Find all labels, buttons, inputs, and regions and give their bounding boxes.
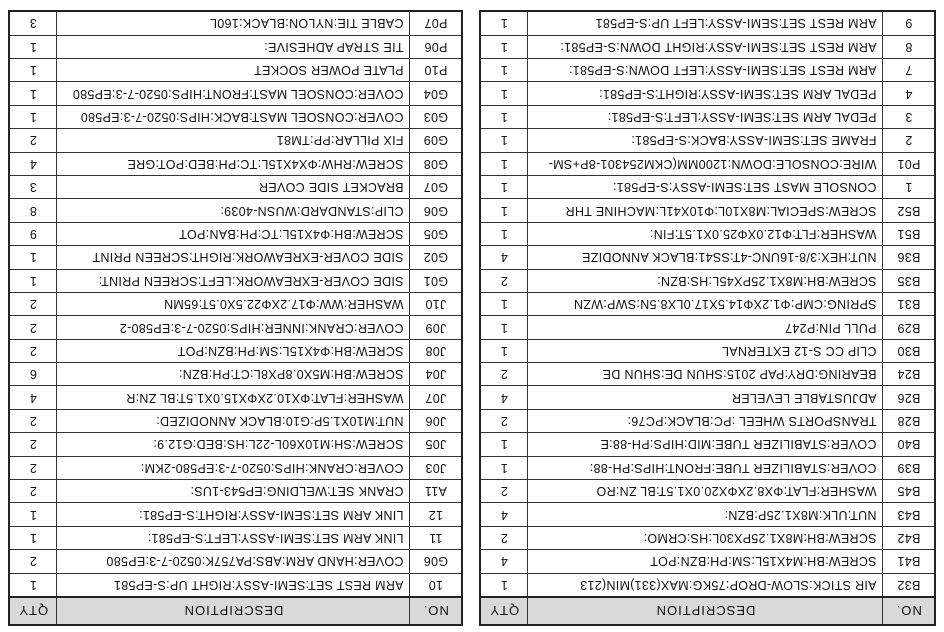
part-qty-cell: 2 [9,480,57,503]
part-qty-cell: 2 [9,409,57,432]
part-number-cell: B29 [883,316,935,339]
table-header-row [9,597,462,625]
part-number-cell: B32 [883,573,935,597]
table-row [480,526,935,549]
part-qty-cell: 1 [480,316,528,339]
table-row [9,11,462,35]
part-description-cell: SIDE COVER-EXREAWORK:LEFT:SCREEN PRINT: [57,269,410,292]
part-number-cell: B31 [883,292,935,315]
table-row [480,433,935,456]
part-qty-cell: 1 [9,246,57,269]
part-qty-cell: 1 [480,11,528,35]
header-qty: QTY [9,597,57,625]
part-qty-cell: 2 [9,433,57,456]
part-qty-cell: 4 [480,386,528,409]
table-row [480,363,935,386]
part-number-cell: 3 [883,105,935,128]
part-description-cell: CLIP:STANDARD:WUSN-4039: [57,199,410,222]
part-description-cell: SCREW:BH:M8X1.25PX30L:HS:CRMO: [528,526,883,549]
part-number-cell: J05 [410,433,462,456]
table-row [480,152,935,175]
parts-table-right-body [9,11,462,597]
part-number-cell: B26 [883,386,935,409]
part-number-cell: B43 [883,503,935,526]
part-qty-cell: 2 [9,456,57,479]
part-description-cell: WASHER:FLT:Φ12.0XΦ25.0X1.5T:FIN: [528,222,883,245]
part-description-cell: BRACKET SIDE COVER [57,175,410,198]
part-number-cell: 10 [410,573,462,597]
part-number-cell: B45 [883,480,935,503]
part-qty-cell: 4 [9,386,57,409]
table-row [480,269,935,292]
part-number-cell: 9 [883,11,935,35]
part-number-cell: 1 [883,175,935,198]
part-qty-cell: 1 [480,199,528,222]
table-row [9,199,462,222]
table-row [9,152,462,175]
part-description-cell: PULL PIN:P247 [528,316,883,339]
part-qty-cell: 1 [9,82,57,105]
part-number-cell: G01 [410,269,462,292]
part-description-cell: TIE STRAP ADHESIVE: [57,35,410,58]
part-description-cell: NUT:M10X1.5P:G10:BLACK ANNODIZED: [57,409,410,432]
part-qty-cell: 8 [9,199,57,222]
part-qty-cell: 3 [9,11,57,35]
part-number-cell: G03 [410,105,462,128]
part-qty-cell: 2 [480,363,528,386]
part-qty-cell: 2 [480,409,528,432]
part-qty-cell: 1 [480,456,528,479]
part-number-cell: G06 [410,199,462,222]
part-qty-cell: 3 [9,175,57,198]
part-description-cell: ARM REST SET:SEMI-ASSY:LEFT UP:S-EP581 [528,11,883,35]
table-row [480,129,935,152]
header-description: DESCRIPTION [57,597,410,625]
part-description-cell: PEDAL ARM SET:SEMI-ASSY:RIGHT:S-EP581: [528,82,883,105]
part-qty-cell: 4 [480,503,528,526]
part-description-cell: NUT:ULK:M8X1.25P:BZN: [528,503,883,526]
part-description-cell: WIRE:CONSOLE:DOWN:1200MM(CKM254301-8P+SM- [528,152,883,175]
table-row [9,246,462,269]
part-number-cell: B40 [883,433,935,456]
part-number-cell: B30 [883,339,935,362]
part-number-cell: P07 [410,11,462,35]
table-header-row [480,597,935,625]
part-qty-cell: 1 [480,175,528,198]
part-number-cell: G08 [410,152,462,175]
part-description-cell: TRANSPORTS WHEEL :PC:BLACK:PC76: [528,409,883,432]
part-qty-cell: 1 [480,82,528,105]
part-number-cell: J04 [410,363,462,386]
table-row [480,199,935,222]
part-number-cell: 2 [883,129,935,152]
table-row [480,222,935,245]
part-description-cell: ADJUSTABLE LEVELER [528,386,883,409]
part-qty-cell: 2 [9,339,57,362]
table-row [480,573,935,597]
part-description-cell: ARM REST SET:SEMI-ASSY:LEFT DOWN:S-EP581: [528,59,883,82]
table-row [9,339,462,362]
part-number-cell: B51 [883,222,935,245]
part-qty-cell: 1 [9,503,57,526]
table-row [9,503,462,526]
part-description-cell: COVER:CRANK:HIPS:0520-7-3:EP580-2KM: [57,456,410,479]
part-description-cell: CRANK SET:WELDING:EP543-1US: [57,480,410,503]
part-qty-cell: 1 [480,433,528,456]
part-description-cell: ARM REST SET:SEMI-ASSY:RIGHT DOWN:S-EP581: [528,35,883,58]
table-row [9,59,462,82]
part-description-cell: SIDE COVER-EXREAWORK:RIGHT:SCREEN PRINT [57,246,410,269]
part-number-cell: A11 [410,480,462,503]
table-row [9,269,462,292]
part-qty-cell: 1 [480,339,528,362]
table-row [9,526,462,549]
part-qty-cell: 6 [9,363,57,386]
part-number-cell: J03 [410,456,462,479]
table-row [9,573,462,597]
table-row [9,105,462,128]
table-row [9,409,462,432]
table-row [480,82,935,105]
part-number-cell: G04 [410,82,462,105]
table-row [9,363,462,386]
part-qty-cell: 1 [480,129,528,152]
part-qty-cell: 2 [480,526,528,549]
part-description-cell: SPRING:CMP:Φ1.2XΦ14.5X17.0LX8.5N:SWP:WZN [528,292,883,315]
part-qty-cell: 1 [480,59,528,82]
part-description-cell: SCREW:BH:M8X1.25PX45L:HS:BZN: [528,269,883,292]
table-row [9,386,462,409]
part-qty-cell: 4 [9,152,57,175]
part-number-cell: G02 [410,246,462,269]
part-description-cell: COVER:STABILIZER TUBE:FRONT:HIPS:PH-88: [528,456,883,479]
part-qty-cell: 1 [480,105,528,128]
part-description-cell: COVER:CONSOEL MAST:FRONT:HIPS:0520-7-3:EP580 [57,82,410,105]
part-qty-cell: 2 [480,269,528,292]
part-number-cell: B39 [883,456,935,479]
part-number-cell: B52 [883,199,935,222]
part-number-cell: P06 [410,35,462,58]
table-row [480,35,935,58]
parts-table-left [479,10,936,626]
header-no: NO. [883,597,935,625]
part-qty-cell: 2 [9,550,57,573]
part-qty-cell: 4 [480,246,528,269]
part-description-cell: BEARING:DRY:PAP 2015:SHUN DE:SHUN DE [528,363,883,386]
part-description-cell: PEDAL ARM SET:SEMI-ASSY:LEFT:S-EP581: [528,105,883,128]
part-qty-cell: 1 [9,35,57,58]
table-row [480,292,935,315]
part-description-cell: COVER:CONSOEL MAST:BACK:HIPS:0520-7-3:EP580 [57,105,410,128]
part-description-cell: WASHER:WW:Φ17.2XΦ22.5X0.5T:65MN [57,292,410,315]
part-description-cell: SCREW:BH:M5X0.8PX8L:CT:PH:BZN: [57,363,410,386]
part-description-cell: SCREW:SPECIAL:M8X10L:Φ10X41L:MACHINE THR [528,199,883,222]
part-number-cell: G09 [410,129,462,152]
part-qty-cell: 1 [9,269,57,292]
part-qty-cell: 2 [480,480,528,503]
part-description-cell: LINK ARM SET:SEMI-ASSY:LEFT:S-EP581: [57,526,410,549]
part-qty-cell: 2 [9,316,57,339]
part-qty-cell: 1 [480,222,528,245]
table-row [9,175,462,198]
part-description-cell: CLIP CC S-12 EXTERNAL [528,339,883,362]
part-number-cell: P01 [883,152,935,175]
part-number-cell: J10 [410,292,462,315]
part-number-cell: J09 [410,316,462,339]
part-description-cell: SCREW:BH:Φ4X15L:TC:PH:BAN:POT [57,222,410,245]
part-description-cell: SCREW:RHW:ΦX4X15L:TC:PH:BED:POT:GRE [57,152,410,175]
part-description-cell: AIR STICK:SLOW-DROP:75KG:MAX(331)MIN(213 [528,573,883,597]
part-number-cell: B35 [883,269,935,292]
table-row [9,222,462,245]
table-row [9,433,462,456]
part-description-cell: WASHER:FLAT:ΦX8.2XΦX20.0X1.5T:BL ZN:RO [528,480,883,503]
part-number-cell: P10 [410,59,462,82]
table-row [9,82,462,105]
part-description-cell: FRAME SET:SEMI-ASSY:BACK:S-EP581: [528,129,883,152]
part-description-cell: NUT:HEX:3/8-16UNC-4T:SS41:BLACK ANNODIZE [528,246,883,269]
table-row [480,316,935,339]
part-number-cell: B42 [883,526,935,549]
table-row [9,292,462,315]
part-description-cell: PLATE POWER SOCKET [57,59,410,82]
table-row [9,480,462,503]
part-description-cell: SCREW:BH:Φ4X15L:SM:PH:BZN:POT [57,339,410,362]
part-number-cell: B28 [883,409,935,432]
part-number-cell: G07 [410,175,462,198]
part-description-cell: FIX PILLAR:PP:TM81 [57,129,410,152]
table-row [480,246,935,269]
part-qty-cell: 1 [9,573,57,597]
table-row [480,386,935,409]
table-row [480,550,935,573]
part-qty-cell: 1 [480,573,528,597]
table-row [9,35,462,58]
part-description-cell: CABLE TIE:NYLON:BLACK:160L [57,11,410,35]
part-number-cell: 4 [883,82,935,105]
part-number-cell: J07 [410,386,462,409]
table-row [9,316,462,339]
part-number-cell: 8 [883,35,935,58]
part-description-cell: SCREW:BH:M4X15L:SM:PH:BZN:POT [528,550,883,573]
part-qty-cell: 1 [480,152,528,175]
part-qty-cell: 2 [9,292,57,315]
part-number-cell: G05 [410,222,462,245]
table-row [9,129,462,152]
part-qty-cell: 1 [480,292,528,315]
header-description: DESCRIPTION [528,597,883,625]
part-number-cell: B36 [883,246,935,269]
part-qty-cell: 4 [480,550,528,573]
part-description-cell: LINK ARM SET:SEMI-ASSY:RIGHT:S-EP581: [57,503,410,526]
table-row [480,409,935,432]
part-number-cell: B24 [883,363,935,386]
table-row [480,503,935,526]
part-number-cell: J06 [410,409,462,432]
part-number-cell: 12 [410,503,462,526]
table-row [480,11,935,35]
part-qty-cell: 2 [9,129,57,152]
part-qty-cell: 1 [480,35,528,58]
table-row [480,456,935,479]
table-row [480,339,935,362]
part-number-cell: 11 [410,526,462,549]
table-row [480,480,935,503]
part-description-cell: COVER:STABILIZER TUBE:MID:HIPS:PH-88:E [528,433,883,456]
header-qty: QTY [480,597,528,625]
part-description-cell: WASHER:FLAT:ΦX10.2XΦX15.0X1.5T:BL ZN:R [57,386,410,409]
table-row [9,456,462,479]
part-description-cell: ARM REST SET:SEMI-ASSY:RIGHT UP:S-EP581 [57,573,410,597]
table-row [480,59,935,82]
parts-table-left-body [480,11,935,597]
part-number-cell: J08 [410,339,462,362]
part-description-cell: COVER:CRANK:INNER:HIPS:0520-7-3:EP580-2 [57,316,410,339]
part-number-cell: 7 [883,59,935,82]
parts-table-right [8,10,463,626]
header-no: NO. [410,597,462,625]
part-description-cell: CONSOLE MAST SET:SEMI-ASSY:S-EP581: [528,175,883,198]
table-row [480,105,935,128]
part-description-cell: SCREW:SH:M10X60L-22L:HS:BED:G12.9: [57,433,410,456]
part-qty-cell: 1 [9,59,57,82]
part-qty-cell: 1 [9,105,57,128]
part-qty-cell: 9 [9,222,57,245]
part-qty-cell: 1 [9,526,57,549]
table-row [480,175,935,198]
table-row [9,550,462,573]
part-description-cell: COVER:HAND ARM:ABS:PA757K:0520-7-3:EP580 [57,550,410,573]
part-number-cell: G06 [410,550,462,573]
part-number-cell: B41 [883,550,935,573]
